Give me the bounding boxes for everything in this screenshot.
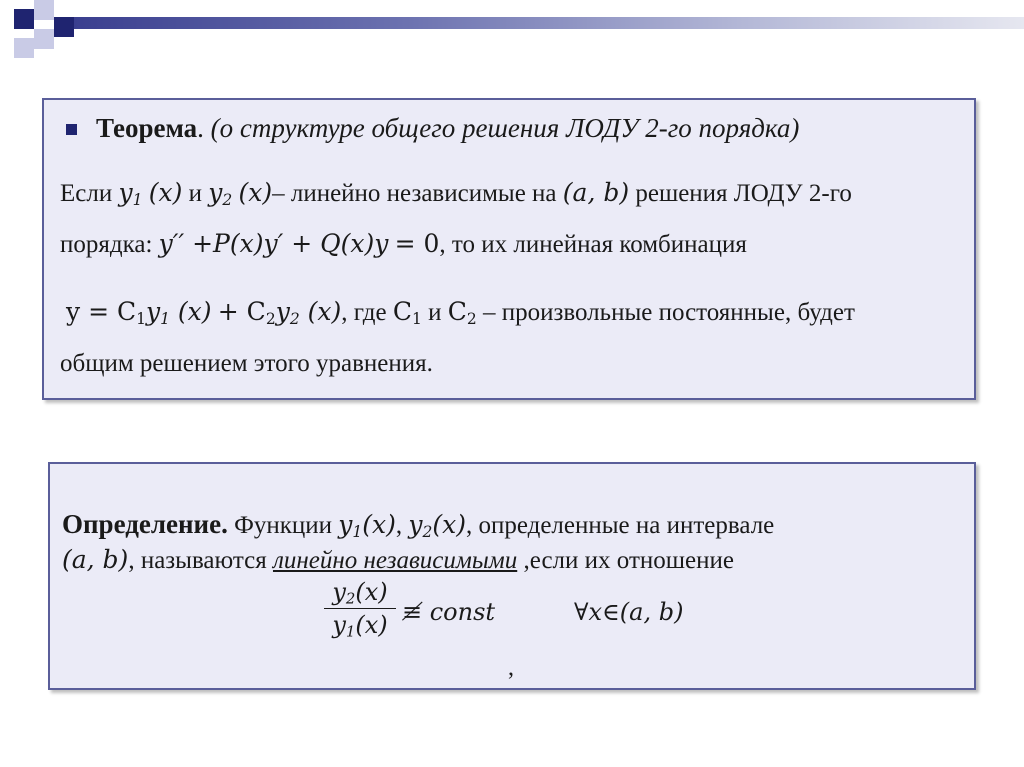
theorem-heading: Теорема. (о структуре общего решения ЛОДУ 2-го порядка) bbox=[96, 113, 800, 143]
header-square-5 bbox=[14, 38, 34, 58]
trailing-comma: , bbox=[508, 655, 514, 681]
for-all-expression: ∀x∈(a, b) bbox=[574, 598, 684, 626]
definition-line-2: (a, b), называются линейно независимыми ,если их отношение bbox=[62, 545, 734, 574]
header-square-4 bbox=[34, 29, 54, 49]
theorem-line-2: порядка: y′′ +P(x)y′ + Q(x)y = 0, то их линейная комбинация bbox=[60, 229, 747, 258]
ratio-fraction: $y_2(x)$ $y_1(x)$ bbox=[324, 578, 396, 639]
definition-line-1: Определение. Функции $y_1(x)$, $y_2(x)$, определенные на интервале bbox=[62, 509, 775, 541]
not-const-expression: ≢ const bbox=[402, 598, 496, 626]
bullet-icon bbox=[66, 124, 77, 135]
header-square-1 bbox=[14, 9, 34, 29]
linearly-independent-term: линейно независимыми bbox=[272, 547, 518, 574]
header-bar bbox=[74, 17, 1024, 29]
theorem-line-1: Если $y_1$ (x) и $y_2$ (x)– линейно независимые на (a, b) решения ЛОДУ 2-го bbox=[60, 178, 852, 209]
definition-title: Определение. bbox=[62, 509, 228, 539]
theorem-subtitle: (о структуре общего решения ЛОДУ 2-го порядка) bbox=[210, 113, 800, 143]
header-square-2 bbox=[34, 0, 54, 20]
header-square-3 bbox=[54, 17, 74, 37]
theorem-line-4: общим решением этого уравнения. bbox=[60, 350, 433, 377]
theorem-title: Теорема bbox=[96, 113, 198, 143]
theorem-line-3: $y = C_1y_1$ $(x) + C_2y_2$ (x), где $C_1$ и $C_2$ – произвольные постоянные, будет bbox=[66, 297, 855, 328]
